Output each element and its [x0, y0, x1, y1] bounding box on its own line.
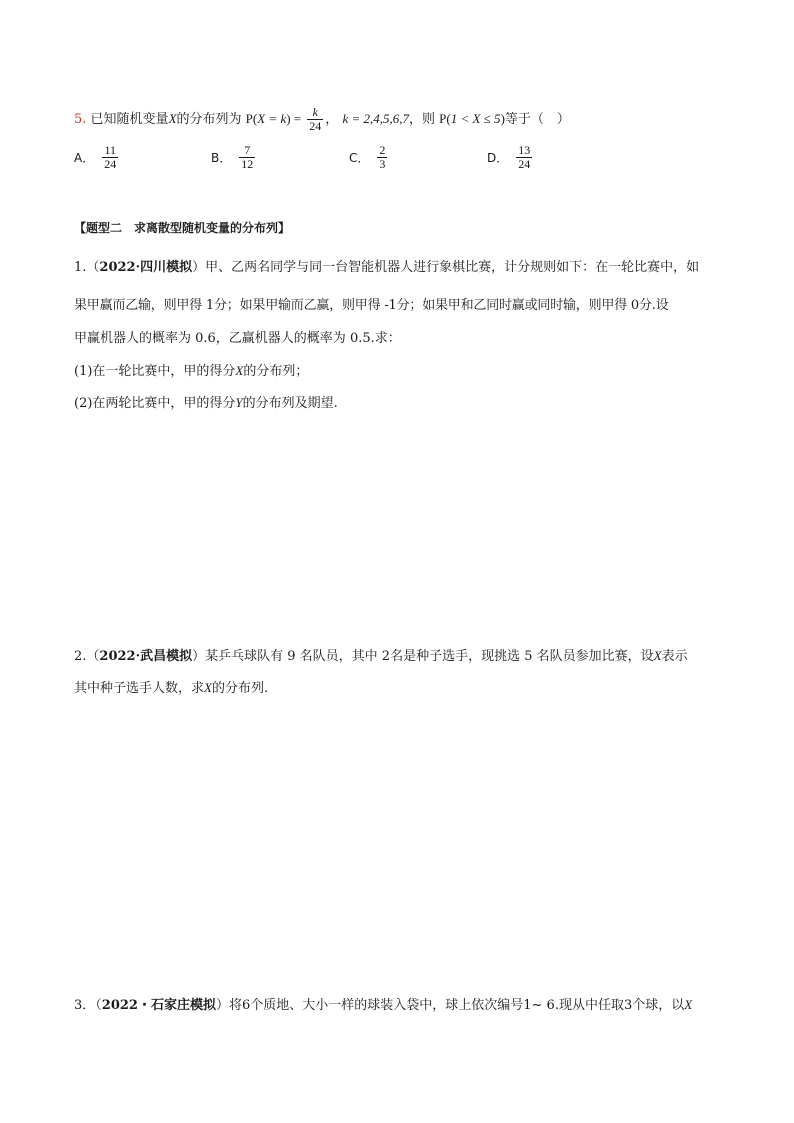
p2-line-1: 2.（2022·武昌模拟）某乒乓球队有 9 名队员，其中 2名是种子选手，现挑选 5 名队员参加比赛，设X表示: [74, 648, 688, 664]
option-a-fraction: $\frac{11}{24}$: [104, 143, 117, 171]
p2-source: 2022·武昌模拟: [99, 649, 193, 664]
q5-option-c: C． $\frac{2}{3}$: [349, 143, 386, 171]
q5-var-x: X: [168, 111, 177, 126]
q5-option-b: B． $\frac{7}{12}$: [211, 143, 254, 171]
option-c-fraction: $\frac{2}{3}$: [379, 143, 386, 171]
p1-sub-2: (2)在两轮比赛中，甲的得分Y的分布列及期望.: [74, 395, 338, 411]
q5-text-d: 等于（ ）: [504, 112, 570, 127]
q5-prob-expr: P(X = k) =: [245, 111, 302, 126]
section-title: 【题型二 求离散型随机变量的分布列】: [74, 221, 291, 235]
q5-option-a: A． $\frac{11}{24}$: [74, 143, 117, 171]
q5-text-a: 已知随机变量: [90, 112, 169, 127]
p1-line-2: 果甲赢而乙输，则甲得 1分；如果甲输而乙赢，则甲得 -1分；如果甲和乙同时赢或同时输，则甲得 0分.设: [74, 298, 669, 313]
p3-line-1: 3．（2022・石家庄模拟）将6个质地、大小一样的球装入袋中，球上依次编号1~ 6.现从中任取3个球，以X: [74, 997, 693, 1013]
p1-source: 2022·四川模拟: [99, 260, 193, 275]
p2-line-2: 其中种子选手人数，求X的分布列.: [74, 680, 269, 696]
q5-text-c: ，则: [408, 112, 435, 127]
q5-stem: [74, 106, 570, 133]
q5-number: 5.: [74, 112, 87, 127]
p3-source: 2022・石家庄模拟: [101, 998, 216, 1013]
q5-prob-range: P(1 < X ≤ 5): [439, 111, 505, 126]
q5-option-d: D． $\frac{13}{24}$: [487, 143, 531, 171]
option-b-fraction: $\frac{7}{12}$: [241, 143, 254, 171]
p1-sub-1: (1)在一轮比赛中，甲的得分X的分布列；: [74, 363, 309, 379]
q5-fraction: $\frac{k}{24}$: [309, 105, 322, 133]
p1-line-3: 甲赢机器人的概率为 0.6，乙赢机器人的概率为 0.5.求：: [74, 331, 401, 346]
q5-comma: ，: [325, 112, 339, 127]
p1-line-1: 1.（2022·四川模拟）甲、乙两名同学与同一台智能机器人进行象棋比赛，计分规则如下：在一轮比赛中，如: [74, 260, 700, 275]
option-d-fraction: $\frac{13}{24}$: [518, 143, 531, 171]
q5-text-b: 的分布列为: [176, 112, 242, 127]
q5-k-set: k = 2,4,5,6,7: [342, 111, 409, 126]
